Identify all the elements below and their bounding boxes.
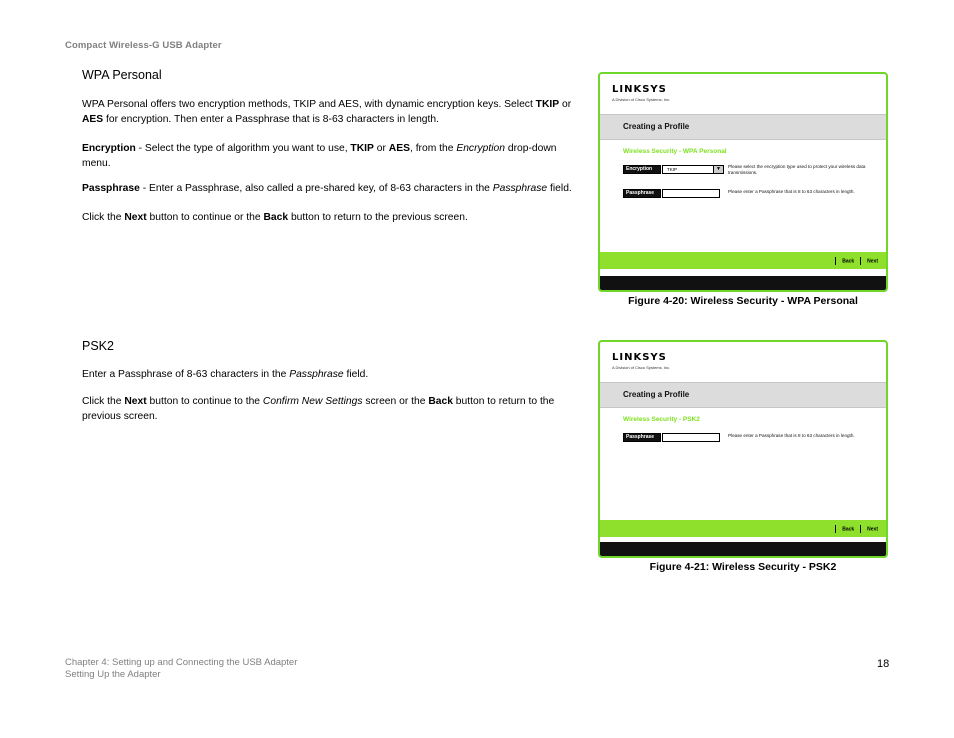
button-bar xyxy=(600,520,886,537)
figure-4-20-caption: Figure 4-20: Wireless Security - WPA Personal xyxy=(628,295,858,307)
psk2-paragraph-1: Enter a Passphrase of 8-63 characters in the Passphrase field. xyxy=(82,369,369,380)
back-button[interactable]: Back xyxy=(842,258,855,265)
wpa-paragraph-4: Click the Next button to continue or the Back button to return to the previous screen. xyxy=(82,212,468,223)
profile-band: Creating a Profile xyxy=(600,382,886,408)
encryption-help: Please select the encryption type used to protect your wireless data transmissions. xyxy=(728,164,866,175)
passphrase-label: Passphrase xyxy=(623,433,661,442)
security-subtitle: Wireless Security - PSK2 xyxy=(623,416,700,423)
wpa-paragraph-2: Encryption - Select the type of algorithm you want to use, TKIP or AES, from the Encryption drop-down menu. xyxy=(82,143,557,169)
linksys-logo: LINKSYS xyxy=(612,352,667,363)
figure-psk2-screenshot xyxy=(598,340,888,558)
wpa-paragraph-1: WPA Personal offers two encryption methods, TKIP and AES, with dynamic encryption keys. Select TKIP or AES for encryption. Then enter a Passphrase that is 8-63 characters in length. xyxy=(82,99,572,125)
security-subtitle: Wireless Security - WPA Personal xyxy=(623,148,727,155)
passphrase-help: Please enter a Passphrase that is 8 to 63 characters in length. xyxy=(728,433,855,438)
linksys-logo: LINKSYS xyxy=(612,84,667,95)
encryption-select[interactable]: TKIP ▼ xyxy=(662,165,724,174)
linksys-logo-subtitle: A Division of Cisco Systems, Inc. xyxy=(612,97,671,102)
chevron-down-icon: ▼ xyxy=(713,166,723,173)
footer-chapter: Chapter 4: Setting up and Connecting the USB Adapter xyxy=(65,657,298,668)
passphrase-input[interactable] xyxy=(662,433,720,442)
passphrase-help: Please enter a Passphrase that is 8 to 63 characters in length. xyxy=(728,189,855,194)
profile-band: Creating a Profile xyxy=(600,114,886,140)
next-button[interactable]: Next xyxy=(867,258,878,265)
linksys-logo-subtitle: A Division of Cisco Systems, Inc. xyxy=(612,365,671,370)
passphrase-input[interactable] xyxy=(662,189,720,198)
button-bar xyxy=(600,252,886,269)
next-button[interactable]: Next xyxy=(867,526,878,533)
bottom-bar xyxy=(600,542,886,556)
wpa-paragraph-3: Passphrase - Enter a Passphrase, also called a pre-shared key, of 8-63 characters in the Passphrase field. xyxy=(82,183,572,194)
passphrase-label: Passphrase xyxy=(623,189,661,198)
wpa-section-title: WPA Personal xyxy=(82,68,162,82)
page-number: 18 xyxy=(877,658,890,670)
encryption-label: Encryption xyxy=(623,165,661,174)
document-header: Compact Wireless-G USB Adapter xyxy=(65,40,222,51)
back-button[interactable]: Back xyxy=(842,526,855,533)
figure-wpa-personal-screenshot xyxy=(598,72,888,292)
psk2-paragraph-2: Click the Next button to continue to the Confirm New Settings screen or the Back button to return to the previous screen. xyxy=(82,396,555,422)
psk2-section-title: PSK2 xyxy=(82,339,114,353)
bottom-bar xyxy=(600,276,886,290)
footer-section: Setting Up the Adapter xyxy=(65,669,161,680)
figure-4-21-caption: Figure 4-21: Wireless Security - PSK2 xyxy=(649,561,837,573)
